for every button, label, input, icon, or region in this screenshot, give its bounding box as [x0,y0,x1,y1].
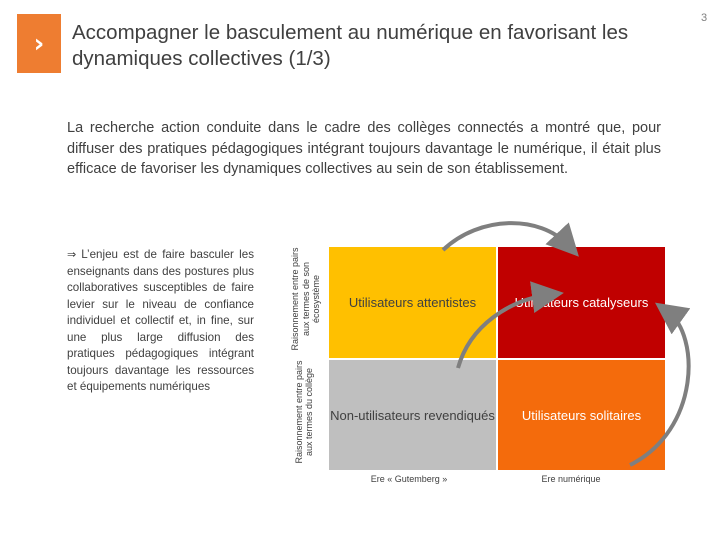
row-label-top: Raisonnement entre pairs aux termes de son écosystème [290,247,322,351]
page-number: 3 [701,12,708,24]
axis-label-numerique: Ere numérique [541,474,601,484]
intro-paragraph: La recherche action conduite dans le cadre des collèges connectés a montré que, pour diffuser des pratiques pédagogiques intégrant toujours davantage le numérique, il était plus efficace de favoriser les dynamiques collectives au sein de son établissement. [67,120,661,177]
cell-utilisateurs-attentistes: Utilisateurs attentistes [329,247,496,358]
cell-non-utilisateurs-revendiques: Non-utilisateurs revendiqués [329,360,496,470]
axis-label-gutemberg: Ere « Gutemberg » [370,474,448,484]
chevron-right-icon: › [33,28,45,59]
cell-utilisateurs-solitaires: Utilisateurs solitaires [498,360,665,470]
implies-arrow-icon: ⇒ [67,248,77,261]
slide-title: Accompagner le basculement au numérique en favorisant les dynamiques collectives (1/3) [72,21,629,70]
arrow-right-curve [630,312,689,465]
bullet-text: L’enjeu est de faire basculer les enseignants dans des postures plus collaboratives susceptibles de faire levier sur le niveau de confiance individuel et collectif et, in fine, sur une plus large diffusion des pratiques pédagogiques intégrant toujours davantage les ressources et équipements numériques [67,248,254,393]
arrow-middle-curve [458,295,548,368]
arrow-top-curve [443,223,568,250]
row-label-bottom: Raisonnement entre pairs aux termes du collège [293,360,314,464]
cell-utilisateurs-catalyseurs: Utilisateurs catalyseurs [498,247,665,358]
